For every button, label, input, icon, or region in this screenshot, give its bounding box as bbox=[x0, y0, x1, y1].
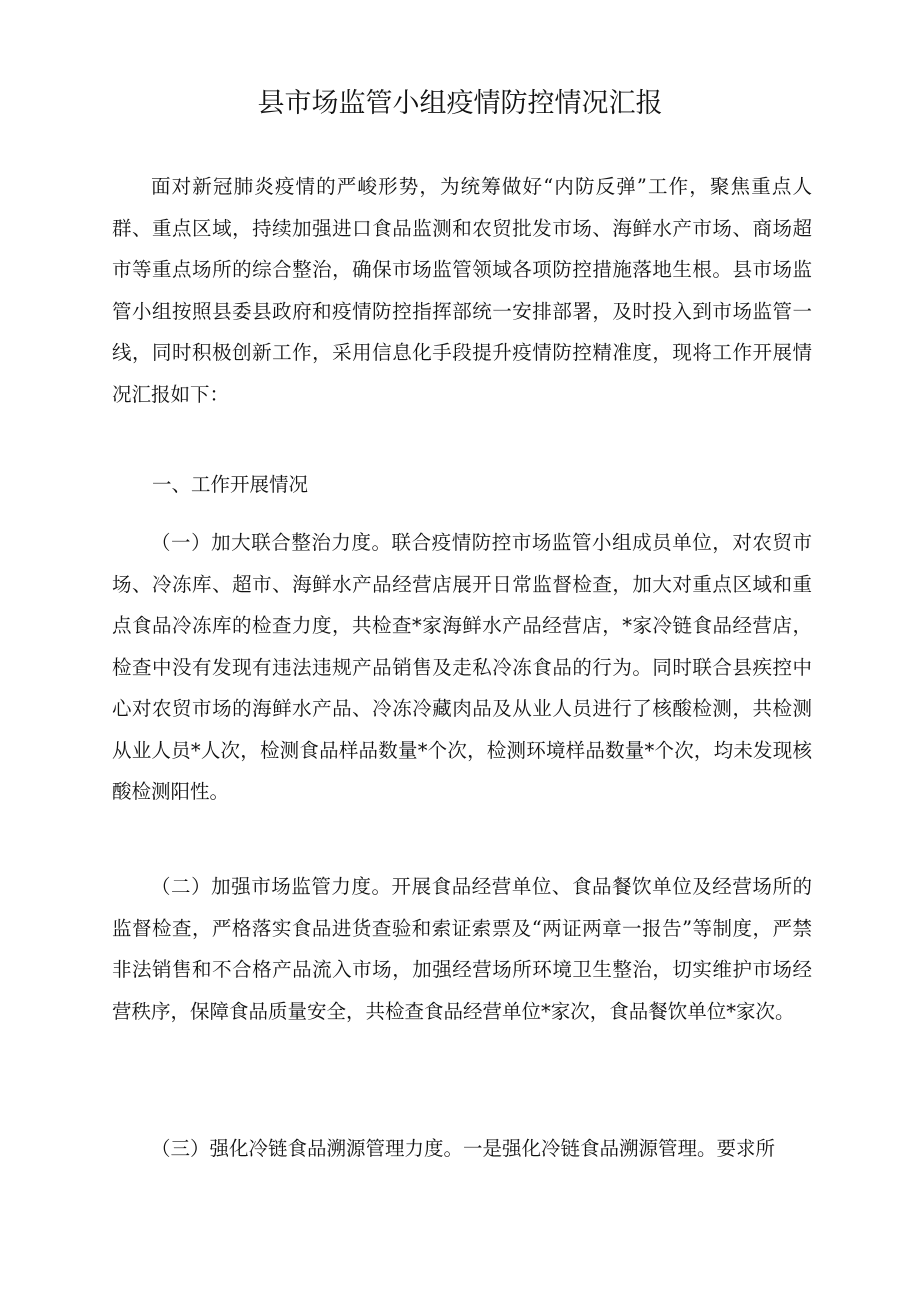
intro-paragraph: 面对新冠肺炎疫情的严峻形势，为统筹做好“内防反弹”工作，聚焦重点人群、重点区域，持续加强进口食品监测和农贸批发市场、海鲜水产市场、商场超市等重点场所的综合整治，确保市场监管领域各项防控措施落地生根。县市场监管小组按照县委县政府和疫情防控指挥部统一安排部署，及时投入到市场监管一线，同时积极创新工作，采用信息化手段提升疫情防控精准度，现将工作开展情况汇报如下： bbox=[112, 175, 812, 406]
item-1-paragraph: （一）加大联合整治力度。联合疫情防控市场监管小组成员单位，对农贸市场、冷冻库、超市、海鲜水产品经营店展开日常监督检查，加大对重点区域和重点食品冷冻库的检查力度，共检查*家海鲜水产品经营店，*家冷链食品经营店，检查中没有发现有违法违规产品销售及走私冷冻食品的行为。同时联合县疾控中心对农贸市场的海鲜水产品、冷冻冷藏肉品及从业人员进行了核酸检测，共检测从业人员*人次，检测食品样品数量*个次，检测环境样品数量*个次，均未发现核酸检测阳性。 bbox=[112, 531, 812, 803]
item-3-paragraph: （三）强化冷链食品溯源管理力度。一是强化冷链食品溯源管理。要求所 bbox=[151, 1137, 776, 1160]
item-2-paragraph: （二）加强市场监管力度。开展食品经营单位、食品餐饮单位及经营场所的监督检查，严格落实食品进货查验和索证索票及“两证两章一报告”等制度，严禁非法销售和不合格产品流入市场，加强经营场所环境卫生整治，切实维护市场经营秩序，保障食品质量安全，共检查食品经营单位*家次，食品餐饮单位*家次。 bbox=[112, 875, 812, 1023]
document-title: 县市场监管小组疫情防控情况汇报 bbox=[257, 88, 663, 119]
section-heading-work-progress: 一、工作开展情况 bbox=[152, 473, 309, 496]
